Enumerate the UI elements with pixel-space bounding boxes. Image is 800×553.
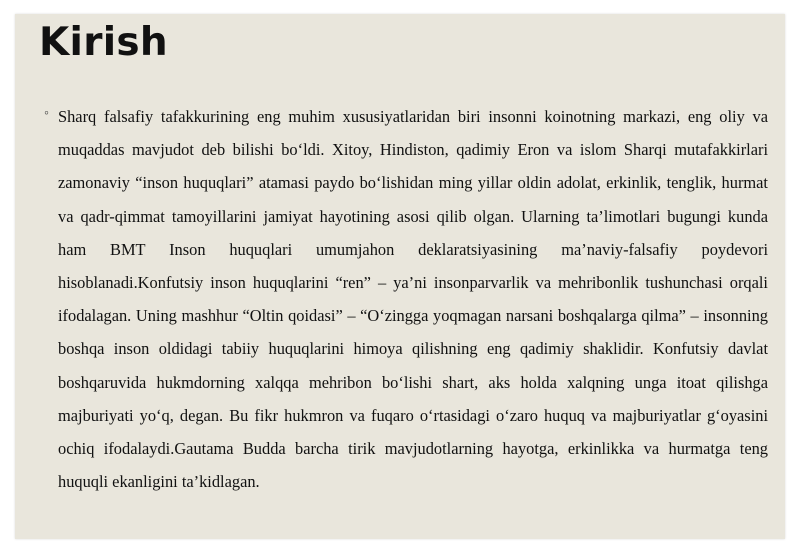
slide xyxy=(15,14,785,539)
slide-title: Kirish xyxy=(39,20,168,65)
body-paragraph: Sharq falsafiy tafakkurining eng muhim xususiyatlaridan biri insonni koinotning markazi, eng oliy va muqaddas mavjudot deb bilishi bo‘ldi. Xitoy, Hindiston, qadimiy Eron va islom Sharqi mutafakkirlari zamonaviy “inson huquqlari” atamasi paydo bo‘lishidan ming yillar oldin adolat, erkinlik, tenglik, hurmat va qadr-qimmat tamoyillarini jamiyat hayotining asosi qilib olgan. Ularning ta’limotlari bugungi kunda ham BMT Inson huquqlari umumjahon deklaratsiyasining ma’naviy-falsafiy poydevori hisoblanadi.Konfutsiy inson huquqlarini “ren” – ya’ni insonparvarlik va mehribonlik tushunchasi orqali ifodalagan. Uning mashhur “Oltin qoidasi” – “O‘zingga yoqmagan narsani boshqalarga qilma” – insonning boshqa inson oldidagi tabiiy huquqlarini himoya qilishning eng qadimiy shaklidir. Konfutsiy davlat boshqaruvida hukmdorning xalqqa mehribon bo‘lishi shart, aks holda xalqning unga itoat qilishga majburiyati yo‘q, degan. Bu fikr hukmron va fuqaro o‘rtasidagi o‘zaro huquq va majburiyatlar g‘oyasini ochiq ifodalaydi.Gautama Budda barcha tirik mavjudotlarning hayotga, erkinlikka va hurmatga teng huquqli ekanligini ta’kidlagan. xyxy=(58,107,768,492)
bullet-circle-icon: ◦ xyxy=(44,106,49,121)
